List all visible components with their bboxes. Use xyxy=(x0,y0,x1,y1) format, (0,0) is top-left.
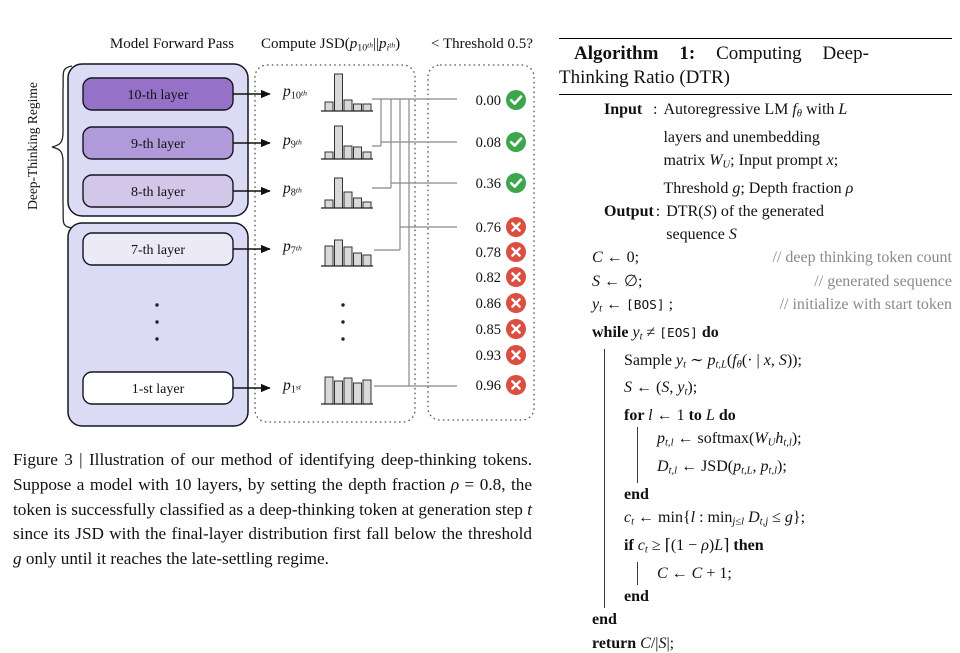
algorithm-statement: S ← (S, yt); xyxy=(624,379,698,398)
jsd-header: Compute JSD(p10th||pith) xyxy=(261,36,401,54)
layer-box-label: 1-st layer xyxy=(131,382,185,397)
jsd-value-rows xyxy=(476,90,526,395)
block-indent-bar xyxy=(604,404,624,427)
p-label: p9th xyxy=(283,132,302,151)
algorithm-line xyxy=(604,562,952,585)
algorithm-line xyxy=(604,376,952,404)
p-label: p1st xyxy=(283,377,302,396)
algorithm-line xyxy=(604,427,952,455)
algorithm-statement: C ← 0; xyxy=(592,249,640,267)
jsd-value: 0.96 xyxy=(475,378,501,394)
figure-3-diagram xyxy=(0,0,545,445)
block-indent-bar xyxy=(604,455,637,483)
algorithm-line xyxy=(592,321,952,349)
algorithm-line xyxy=(604,455,952,483)
algorithm-statement: ct ← min{l : minj≤l Dt,j ≤ g}; xyxy=(624,509,806,528)
algorithm-line xyxy=(592,270,952,293)
algorithm-title-line2: Thinking Ratio (DTR) xyxy=(559,66,730,88)
algorithm-line xyxy=(604,404,952,427)
histogram xyxy=(321,240,373,266)
io-content: DTR(S) of the generated sequence S xyxy=(666,203,824,244)
figure-caption: Figure 3 | Illustration of our method of identifying deep-thinking tokens. Suppose a model with 10 layers, by setting the depth fraction ρ = 0.8, the token is successfully classified as a deep-thinking token at generation step t since its JSD with the final-layer distribution first fall below the threshold g only until it reaches the late-settling regime. xyxy=(13,450,532,569)
algorithm-statement: return C/|S|; xyxy=(592,634,675,652)
algorithm-line xyxy=(604,483,952,506)
algorithm-line xyxy=(592,293,952,321)
histogram xyxy=(321,178,373,208)
forward-pass-header: Model Forward Pass xyxy=(109,36,235,52)
algorithm-title xyxy=(559,39,952,94)
algorithm-comment: // initialize with start token xyxy=(779,295,952,313)
io-colon: : xyxy=(653,101,658,118)
layer-box-label: 9-th layer xyxy=(130,137,186,152)
io-colon: : xyxy=(655,203,661,221)
algorithm-statement: C ← C + 1; xyxy=(657,564,732,582)
algorithm-statement: end xyxy=(592,611,617,629)
p-label: p10th xyxy=(283,83,307,102)
algorithm-statement: Dt,l ← JSD(pt,L, pt,l); xyxy=(657,458,787,477)
algorithm-line xyxy=(604,534,952,562)
algorithm-line xyxy=(592,608,952,631)
jsd-value: 0.08 xyxy=(475,135,501,151)
algorithm-line xyxy=(604,585,952,608)
io-content: Autoregressive LM fθ with L layers and unembedding matrix WU; Input prompt x; Threshold g; Depth fraction ρ xyxy=(663,101,854,197)
algorithm-statement: if ct ≥ ⌈(1 − ρ)L⌉ then xyxy=(624,537,764,556)
block-indent-bar xyxy=(604,483,624,506)
algorithm-comment: // deep thinking token count xyxy=(772,249,952,267)
jsd-connector-lines xyxy=(372,99,457,386)
block-indent-bar xyxy=(604,376,624,404)
algorithm-line xyxy=(592,246,952,269)
algorithm-io-row xyxy=(604,98,952,200)
algorithm-statement: S ← ∅; xyxy=(592,272,643,290)
layer-box-label: 10-th layer xyxy=(127,88,189,103)
histogram xyxy=(321,126,373,159)
histogram xyxy=(321,377,373,404)
block-indent-bar xyxy=(637,455,657,483)
check-icon xyxy=(506,132,526,152)
check-icon xyxy=(506,173,526,193)
jsd-value: 0.36 xyxy=(475,176,501,192)
jsd-value: 0.76 xyxy=(475,220,501,236)
algorithm-statement: for l ← 1 to L do xyxy=(624,407,736,425)
algorithm-statement: end xyxy=(624,588,649,606)
block-indent-bar xyxy=(604,562,637,585)
p-label: p7th xyxy=(283,238,302,257)
block-indent-bar xyxy=(604,506,624,534)
threshold-header: < Threshold 0.5? xyxy=(431,36,533,52)
algorithm-statement: yt ← [BOS] ; xyxy=(592,295,674,315)
jsd-value: 0.86 xyxy=(475,296,501,312)
block-indent-bar xyxy=(604,534,624,562)
algorithm-line xyxy=(592,632,952,653)
regime-label: Deep-Thinking Regime xyxy=(25,82,40,210)
io-label: Output xyxy=(604,203,654,221)
jsd-value: 0.78 xyxy=(475,245,501,261)
algorithm-statement: Sample yt ∼ pt,L(fθ(· | x, S)); xyxy=(624,351,802,371)
algorithm-1-panel xyxy=(559,38,952,653)
block-indent-bar xyxy=(604,349,624,377)
algorithm-line xyxy=(604,506,952,534)
layer-box-label: 8-th layer xyxy=(130,185,186,200)
probability-histograms xyxy=(321,74,373,404)
histogram xyxy=(321,74,373,111)
jsd-value: 0.85 xyxy=(475,322,501,338)
algorithm-statement: end xyxy=(624,486,649,504)
block-indent-bar xyxy=(604,427,637,455)
jsd-value: 0.82 xyxy=(475,270,501,286)
algorithm-line xyxy=(604,349,952,377)
algorithm-io-row xyxy=(604,200,952,246)
check-icon xyxy=(506,90,526,110)
algorithm-statement: pt,l ← softmax(WUht,l); xyxy=(657,430,802,450)
algorithm-body xyxy=(559,95,952,653)
block-indent-bar xyxy=(604,585,624,608)
algorithm-comment: // generated sequence xyxy=(814,272,952,290)
io-label: Input xyxy=(604,101,643,118)
algorithm-statement: while yt ≠ [EOS] do xyxy=(592,323,719,343)
layer-box-label: 7-th layer xyxy=(130,243,186,258)
algorithm-title-line1: Algorithm 1: Computing Deep- xyxy=(574,43,869,64)
jsd-value: 0.00 xyxy=(475,93,501,109)
block-indent-bar xyxy=(637,562,657,585)
jsd-value: 0.93 xyxy=(475,348,501,364)
block-indent-bar xyxy=(637,427,657,455)
p-label: p8th xyxy=(283,180,302,199)
